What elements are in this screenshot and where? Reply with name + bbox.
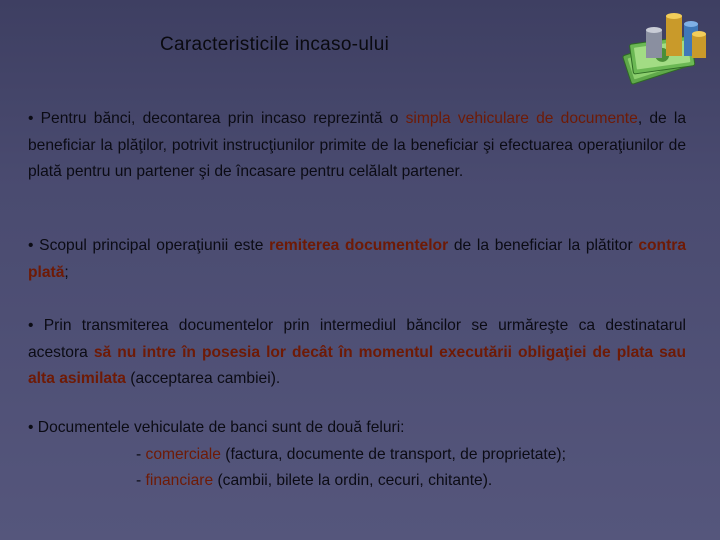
highlighted-text: financiare [145, 472, 214, 489]
highlighted-text: să nu intre în posesia lor decât în momentul executării obligaţiei de plata sau alta asimilata [28, 343, 686, 387]
bullet-text: , de la beneficiar la plăţilor, potrivit instrucţiunilor primite de la beneficiar şi efectuarea operaţiunilor de plată pentru un partener şi de încasare pentru celălalt partener. [28, 110, 687, 180]
highlighted-text: contra plată [28, 237, 687, 281]
bullet-2 [28, 233, 686, 286]
bullet-text: Prin transmiterea documentelor prin intermediul băncilor se urmăreşte ca destinatarul acestora [28, 317, 686, 361]
sub-dash: - [136, 445, 146, 463]
highlighted-text: simpla vehiculare de documente [405, 110, 638, 127]
bullet-text: de la beneficiar la plătitor [448, 237, 639, 254]
slide-title: Caracteristicile incaso-ului [160, 34, 390, 55]
bullet-marker: • [28, 237, 34, 254]
bullet-4 [28, 415, 686, 495]
highlighted-text: remiterea documentelor [269, 237, 449, 254]
bullet-text: (acceptarea cambiei). [125, 370, 281, 387]
bullet-1 [28, 106, 686, 186]
bullet-3 [28, 313, 686, 393]
bullet-text: Scopul principal operaţiunii este [33, 237, 270, 254]
bullet-marker: • [28, 419, 34, 436]
sub-text: (factura, documente de transport, de proprietate); [220, 445, 566, 463]
money-coins-icon [612, 6, 712, 86]
bullet-marker: • [28, 317, 34, 334]
bullet-marker: • [28, 110, 34, 127]
sub-item-financiare [28, 468, 686, 495]
bullet-text: Pentru bănci, decontarea prin incaso reprezintă o [33, 110, 406, 127]
sub-dash: - [136, 472, 146, 489]
bullet-text: Documentele vehiculate de banci sunt de două feluri: [33, 419, 405, 436]
sub-text: (cambii, bilete la ordin, cecuri, chitante). [213, 472, 493, 489]
bullet-text: ; [64, 263, 69, 281]
highlighted-text: comerciale [145, 445, 221, 463]
sub-item-comerciale [28, 442, 686, 469]
